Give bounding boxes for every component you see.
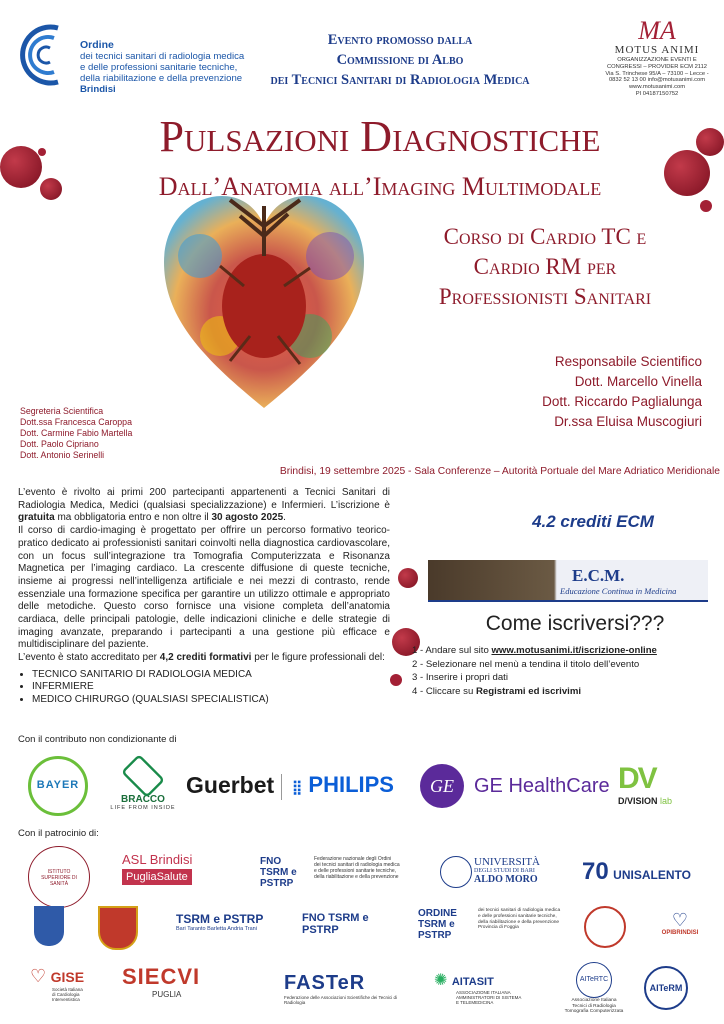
ordine-fg-line: Provincia di Foggia: [478, 925, 519, 931]
aiterm-logo: AITeRM: [644, 966, 688, 1010]
aitertc-line: Tecnici di Radiologia: [572, 1003, 616, 1009]
list-item: • TECNICO SANITARIO DI RADIOLOGIA MEDICA: [32, 669, 390, 682]
decor-dot: [398, 568, 418, 588]
text-span: per le figure professionali del:: [251, 652, 385, 664]
text-bold: gratuita: [18, 512, 55, 524]
dvision-subtext: lab: [660, 796, 673, 806]
fno2-logo: [302, 912, 398, 936]
ordine-fg-line: e delle professioni sanitarie tecniche,: [478, 913, 557, 919]
list-item: • INFERMIERE: [32, 681, 390, 694]
ecm-subtitle: Educazione Continua in Medicina: [560, 586, 677, 596]
text-bold: 4,2 crediti formativi: [159, 652, 252, 664]
org-line: della riabilitazione e della prevenzione: [80, 73, 243, 84]
registration-title: Come iscriversi???: [485, 612, 665, 635]
course-line: Professionisti Sanitari: [438, 284, 652, 309]
decor-dot: [700, 200, 712, 212]
unisalento-logo: [582, 858, 702, 886]
step-1: [412, 644, 712, 658]
siecvi-logo: [122, 964, 242, 999]
org-line: dei tecnici sanitari di radiologia medica: [80, 51, 245, 62]
siecvi-text: SIECVI: [122, 964, 201, 989]
event-description: [18, 487, 390, 707]
segreteria-scientifica: [20, 406, 180, 461]
uniba-line: DEGLI STUDI DI BARI: [474, 868, 535, 874]
bayer-text: BAYER: [36, 779, 80, 791]
divider: [281, 774, 282, 800]
iss-text: ISTITUTO SUPERIORE DI SANITÀ: [41, 869, 77, 887]
segreteria-name: Dott. Antonio Serinelli: [20, 450, 105, 460]
siecvi-subtext: PUGLIA: [152, 990, 182, 999]
decor-dot: [390, 674, 402, 686]
heart-illustration: [160, 186, 368, 416]
course-title: [400, 222, 690, 312]
registration-link[interactable]: www.motusanimi.it/iscrizione-online: [491, 645, 657, 656]
philips-grid-icon: ⣿: [292, 779, 303, 795]
gise-line: Società Italiana: [52, 987, 83, 992]
ordine-fg-logo: [418, 908, 568, 941]
decor-dot: [696, 128, 724, 156]
text-span: ma obbligatoria entro e non oltre il: [54, 512, 212, 524]
motus-line: 0832 52 13 00 info@motusanimi.com: [608, 77, 706, 84]
aitertc-logo: [552, 962, 636, 1015]
text-bold: Registrami ed iscrivimi: [475, 686, 582, 698]
org-name: [80, 40, 250, 95]
aitertc-line: Associazione Italiana: [571, 998, 617, 1003]
segreteria-label: Segreteria Scientifica: [20, 406, 104, 416]
ordine-fg-text: ORDINE TSRM e PSTRP: [418, 908, 457, 941]
gise-logo: ♡ GISE Società Italiana di Cardiologia Interventistica: [30, 966, 110, 1002]
event-title: Pulsazioni Diagnostiche: [159, 112, 601, 161]
ecm-credits: 4.2 crediti ECM: [532, 512, 654, 531]
aitasit-line: AMMINISTRATORI DI SISTEMA: [456, 995, 522, 1000]
text-span: L’evento è stato accreditato per: [18, 652, 160, 664]
fno-line: dei tecnici sanitari di radiologia medica: [314, 862, 400, 868]
patronage-label: Con il patrocinio di:: [18, 828, 99, 839]
aitertc-line: Tomografia Computerizzata: [564, 1009, 624, 1015]
promo-line: Commissione di Albo: [336, 52, 464, 68]
unisalento-text: UNISALENTO: [613, 868, 691, 882]
segreteria-name: Dott. Paolo Cipriano: [20, 439, 99, 449]
course-line: Corso di Cardio TC e: [443, 224, 647, 249]
dvision-logo: DV D/VISION lab: [618, 762, 673, 806]
text-bold: 30 agosto 2025: [211, 512, 284, 524]
responsabile-name: Dott. Marcello Vinella: [574, 374, 702, 389]
asl-logo: [122, 852, 222, 885]
motus-line: www.motusanimi.com: [628, 84, 686, 91]
motus-name: MOTUS ANIMI: [614, 44, 700, 56]
unisalento-number: 70: [582, 858, 609, 885]
segreteria-name: Dott.ssa Francesca Caroppa: [20, 417, 132, 427]
description-paragraph: Il corso di cardio-imaging è progettato per offrire un percorso formativo teorico-pratico dedicato ai professionisti sanitari coinvolti nella diagnostica cardiovascolare, con un focus sull’integrazione tra Tomografia Computerizzata e Risonanza Magnetica per l’imaging cardiaco. La crescente diffusione di queste tecniche, insieme ai progressi nell’intelligenza artificiale e nei mezzi di contrasto, rende essenziale una formazione specifica per garantire un utilizzo ottimale e appropriato delle metodiche. Questo corso fornisce una visione completa dell’anatomia cardiaca, delle principali patologie, delle indicazioni cliniche e delle strategie di imaging avanzate, preparando i partecipanti a una gestione più efficace e multidisciplinare del paziente.: [18, 525, 390, 651]
promo-line: Evento promosso dalla: [327, 32, 473, 48]
motus-line: Via S. Trinchese 95/A – 73100 – Lecce -: [605, 70, 709, 77]
step-3: 3 - Inserire i propri dati: [412, 672, 508, 684]
ordine-fg-line: della riabilitazione e della prevenzione: [478, 919, 560, 925]
opi-text: OPIBRINDISI: [661, 930, 699, 936]
fno-line: della riabilitazione e della prevenzione: [314, 874, 399, 880]
description-paragraph: [18, 487, 390, 525]
asl-subtext: PugliaSalute: [122, 869, 192, 885]
professions-list: [18, 669, 390, 707]
text-span: 4 - Cliccare su: [412, 686, 476, 698]
text-span: L’evento è rivolto ai primi 200 partecipanti appartenenti a Tecnici Sanitari di Radiologia Medica, Medici (qualsiasi specializzazione) e Infermieri. L’iscrizione è: [18, 487, 390, 511]
segreteria-name: Dott. Carmine Fabio Martella: [20, 428, 133, 438]
bracco-text: BRACCO: [121, 794, 165, 805]
decor-dot: [38, 148, 46, 156]
motus-logo: MA: [638, 16, 676, 45]
fno-text: FNO TSRM e PSTRP: [260, 856, 297, 889]
motus-animi-block: [598, 18, 716, 98]
aitasit-text: AITASIT: [451, 976, 494, 988]
ordine-fg-line: dei tecnici sanitari di radiologia medica: [478, 908, 561, 913]
decor-dot: [40, 178, 62, 200]
org-title: Ordine: [80, 39, 114, 51]
bracco-subtext: LIFE FROM INSIDE: [110, 805, 176, 811]
promo-line: dei Tecnici Sanitari di Radiologia Medica: [270, 72, 530, 88]
responsabile-label: Responsabile Scientifico: [554, 354, 702, 369]
faster-text: FASTeR: [284, 972, 366, 994]
description-paragraph: [18, 652, 390, 665]
list-item: • MEDICO CHIRURGO (QUALSIASI SPECIALISTICA): [32, 694, 390, 707]
gise-line: di Cardiologia: [52, 992, 80, 997]
philips-text: PHILIPS: [308, 772, 394, 797]
registration-steps: [412, 644, 712, 699]
org-line: e delle professioni sanitarie tecniche,: [80, 62, 238, 73]
promo-text: [250, 30, 550, 90]
bayer-logo: [28, 756, 88, 816]
gise-line: Interventistica: [52, 997, 80, 1002]
faster-logo: [284, 972, 414, 1005]
dvision-text: D/VISION: [618, 796, 658, 806]
fno-line: Federazione nazionale degli Ordini: [314, 856, 392, 862]
text-span: 1 - Andare sul sito: [412, 645, 492, 656]
uniba-logo: [440, 856, 560, 885]
iss-logo: [28, 846, 90, 908]
text-span: .: [283, 512, 286, 524]
aitasit-line: ASSOCIAZIONE ITALIANA: [456, 990, 511, 995]
decor-dot: [0, 146, 42, 188]
course-line: Cardio RM per: [473, 254, 617, 279]
ge-monogram-icon: GE: [420, 764, 464, 808]
fno-line: e delle professioni sanitarie tecniche,: [314, 868, 396, 874]
sponsors-label: Con il contributo non condizionante di: [18, 734, 177, 745]
bracco-logo: [108, 760, 178, 816]
fno2-text: FNO TSRM e PSTRP: [302, 912, 369, 936]
event-location: Brindisi, 19 settembre 2025 - Sala Conferenze – Autorità Portuale del Mare Adriatico Meridionale: [279, 466, 720, 477]
uniba-line: UNIVERSITÀ: [474, 856, 540, 868]
gehc-logo: GE HealthCare: [474, 775, 610, 797]
motus-line: CONGRESSI – PROVIDER ECM 2112: [606, 63, 708, 70]
aitasit-logo: ✺ AITASIT ASSOCIAZIONE ITALIANA AMMINISTRATORI DI SISTEMA E TELEMEDICINA: [434, 970, 544, 1005]
guerbet-logo: Guerbet: [186, 772, 275, 798]
motus-line: ORGANIZZAZIONE EVENTI E: [617, 57, 697, 63]
step-2: 2 - Selezionare nel menù a tendina il titolo dell’evento: [412, 658, 640, 670]
round-seal-icon: [584, 906, 626, 948]
aitasit-line: E TELEMEDICINA: [456, 1000, 494, 1005]
comune-crest-icon: [98, 906, 138, 950]
responsabile-name: Dott. Riccardo Paglialunga: [542, 394, 702, 409]
tsrm-bari-text: TSRM e PSTRP: [176, 912, 264, 926]
opi-logo: ♡ OPIBRINDISI: [650, 910, 710, 936]
fno-logo: [260, 856, 410, 889]
uniba-line: ALDO MORO: [474, 874, 538, 885]
responsabile-scientifico: [470, 352, 702, 432]
tsrm-bari-subtext: Bari Taranto Barletta Andria Trani: [176, 926, 257, 932]
brindisi-crest-icon: [34, 906, 64, 946]
event-subtitle: Dall’Anatomia all’Imaging Multimodale: [158, 172, 602, 201]
decor-dot: [664, 150, 710, 196]
motus-line: PI 04187150752: [635, 90, 679, 97]
philips-logo: [292, 772, 394, 798]
gise-text: GISE: [50, 969, 85, 985]
org-logo-icon: [14, 22, 74, 88]
aitertc-text: AITeRTC: [576, 962, 612, 998]
step-4: [412, 685, 712, 699]
responsabile-name: Dr.ssa Eluisa Muscogiuri: [554, 414, 702, 429]
org-city: Brindisi: [80, 84, 116, 95]
asl-text: ASL Brindisi: [122, 852, 193, 867]
tsrm-bari-logo: [176, 912, 286, 932]
faster-subtext: Federazione delle Associazioni Scientifiche dei Tecnici di Radiologia: [284, 995, 397, 1005]
ecm-title: E.C.M.: [572, 566, 625, 585]
